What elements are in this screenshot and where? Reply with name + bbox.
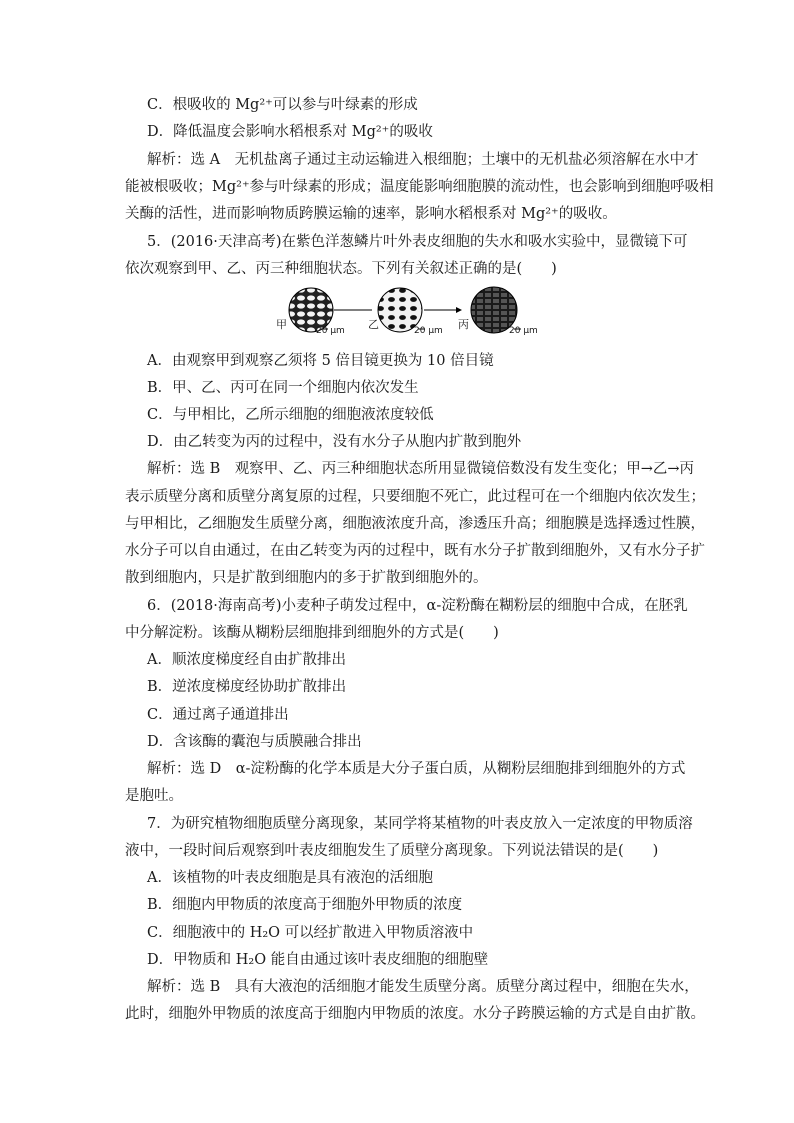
q4-answer-line3: 关酶的活性，进而影响物质跨膜运输的速率，影响水稻根系对 Mg²⁺的吸收。 <box>125 206 617 222</box>
q6-answer-line2: 是胞吐。 <box>125 788 183 804</box>
q6-option-d: D．含该酶的囊泡与质膜融合排出 <box>147 734 362 750</box>
q5-answer-line2: 表示质壁分离和质壁分离复原的过程，只要细胞不死亡，此过程可在一个细胞内依次发生； <box>125 489 705 505</box>
q4-answer-line1: 解析：选 A 无机盐离子通过主动运输进入根细胞；土壤中的无机盐必须溶解在水中才 <box>147 152 699 168</box>
q6-option-c: C．通过离子通道排出 <box>147 707 289 723</box>
q5-answer-line5: 散到细胞内，只是扩散到细胞内的多于扩散到细胞外的。 <box>125 570 488 586</box>
q6-stem-line2: 中分解淀粉。该酶从糊粉层细胞排到细胞外的方式是( ) <box>125 625 499 641</box>
label-jia: 甲 <box>276 318 287 331</box>
scale-bar-yi: 20 μm <box>414 326 443 336</box>
q6-answer-line1: 解析：选 D α-淀粉酶的化学本质是大分子蛋白质，从糊粉层细胞排到细胞外的方式 <box>147 761 686 777</box>
q5-option-b: B．甲、乙、丙可在同一个细胞内依次发生 <box>147 380 419 396</box>
q7-answer-line1: 解析：选 B 具有大液泡的活细胞才能发生质壁分离。质壁分离过程中，细胞在失水， <box>147 979 699 995</box>
q7-option-a: A．该植物的叶表皮细胞是具有液泡的活细胞 <box>147 870 433 886</box>
q7-option-b: B．细胞内甲物质的浓度高于细胞外甲物质的浓度 <box>147 897 463 913</box>
q6-stem-line1: 6．(2018·海南高考)小麦种子萌发过程中，α-淀粉酶在糊粉层的细胞中合成，在胚乳 <box>147 598 688 614</box>
q5-option-a: A．由观察甲到观察乙须将 5 倍目镜更换为 10 倍目镜 <box>147 353 494 369</box>
scale-bar-bing: 20 μm <box>509 326 538 336</box>
q5-answer-line4: 水分子可以自由通过，在由乙转变为丙的过程中，既有水分子扩散到细胞外，又有水分子扩 <box>125 543 705 559</box>
scale-bar-jia: 20 μm <box>316 326 345 336</box>
q5-stem-line1: 5．(2016·天津高考)在紫色洋葱鳞片叶外表皮细胞的失水和吸水实验中，显微镜下可 <box>147 234 688 250</box>
q6-option-b: B．逆浓度梯度经协助扩散排出 <box>147 679 347 695</box>
q4-option-c: C．根吸收的 Mg²⁺可以参与叶绿素的形成 <box>147 97 418 113</box>
q7-option-d: D．甲物质和 H₂O 能自由通过该叶表皮细胞的细胞壁 <box>147 952 489 968</box>
q7-stem-line2: 液中，一段时间后观察到叶表皮细胞发生了质壁分离现象。下列说法错误的是( ) <box>125 843 659 859</box>
q5-stem-line2: 依次观察到甲、乙、丙三种细胞状态。下列有关叙述正确的是( ) <box>125 261 557 277</box>
q7-stem-line1: 7．为研究植物细胞质壁分离现象，某同学将某植物的叶表皮放入一定浓度的甲物质溶 <box>147 816 693 832</box>
microscope-figure <box>276 286 546 340</box>
q4-option-d: D．降低温度会影响水稻根系对 Mg²⁺的吸收 <box>147 124 433 140</box>
label-bing: 丙 <box>458 318 469 331</box>
q7-answer-line2: 此时，细胞外甲物质的浓度高于细胞内甲物质的浓度。水分子跨膜运输的方式是自由扩散。 <box>125 1006 705 1022</box>
q5-option-d: D．由乙转变为丙的过程中，没有水分子从胞内扩散到胞外 <box>147 434 522 450</box>
label-yi: 乙 <box>368 318 379 331</box>
q5-answer-line1: 解析：选 B 观察甲、乙、丙三种细胞状态所用显微镜倍数没有发生变化；甲→乙→丙 <box>147 461 695 477</box>
q5-option-c: C．与甲相比，乙所示细胞的细胞液浓度较低 <box>147 407 434 423</box>
q7-option-c: C．细胞液中的 H₂O 可以经扩散进入甲物质溶液中 <box>147 925 474 941</box>
q4-answer-line2: 能被根吸收；Mg²⁺参与叶绿素的形成；温度能影响细胞膜的流动性，也会影响到细胞呼吸相 <box>125 179 714 195</box>
q6-option-a: A．顺浓度梯度经自由扩散排出 <box>147 652 346 668</box>
q5-answer-line3: 与甲相比，乙细胞发生质壁分离，细胞液浓度升高，渗透压升高；细胞膜是选择透过性膜， <box>125 516 705 532</box>
